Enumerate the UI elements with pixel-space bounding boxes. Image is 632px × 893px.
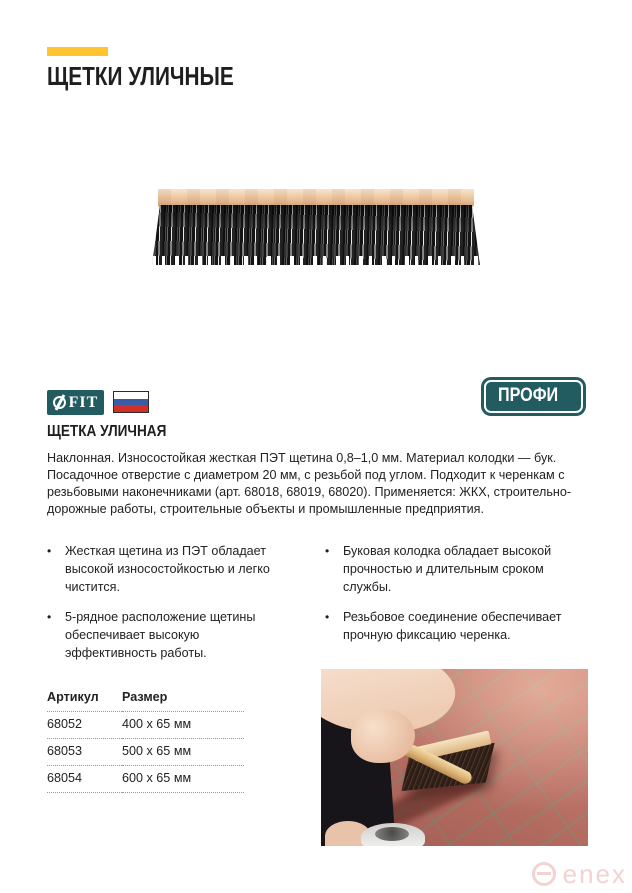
profi-badge-label: ПРОФИ [498,385,559,406]
fit-logo-icon [52,395,67,410]
product-image [152,189,480,265]
size-cell: 400 x 65 мм [122,712,244,739]
spec-table-header-article: Артикул [47,688,122,712]
accent-bar [47,47,108,56]
feature-text: Буковая колодка обладает высокой прочностью и длительным сроком службы. [343,544,552,594]
product-description: Наклонная. Износостойкая жесткая ПЭТ щетина 0,8–1,0 мм. Материал колодки — бук. Посадочное отверстие с диаметром 20 мм, с резьбой под углом. Подходит к черенкам с резьбовыми наконечниками (арт. 68018, 68019, 68020). Применяется: ЖКХ, строительно-дорожные работы, строительные объекты и промышленные предприятия. [47,451,572,516]
brush-bristles [152,205,480,265]
product-name [47,423,187,441]
bullet-icon: • [47,544,52,558]
product-name-text: ЩЕТКА УЛИЧНАЯ [47,423,167,440]
photo-shoe [361,823,425,846]
spec-table [47,688,244,793]
page-title [47,62,280,90]
flag-stripe-red [114,405,148,412]
feature-item [47,608,292,662]
features-list-right [325,542,585,662]
table-row [47,766,244,793]
fit-logo [47,390,104,415]
page-title-text: ЩЕТКИ УЛИЧНЫЕ [47,61,234,91]
bullet-icon: • [325,544,330,558]
enex-watermark-text: enex [562,859,627,889]
feature-text: 5-рядное расположение щетины обеспечивает высокую эффективность работы. [65,610,256,660]
profi-badge [481,377,586,416]
size-cell: 500 x 65 мм [122,739,244,766]
feature-item [325,608,585,644]
bullet-icon: • [325,610,330,624]
table-row [47,739,244,766]
usage-photo [321,669,588,846]
russia-flag-icon [113,391,149,413]
article-cell: 68054 [47,766,122,793]
enex-logo-icon [532,862,556,886]
brush-wood-block [158,189,474,206]
spec-table-header-row [47,688,244,712]
feature-item [325,542,585,596]
enex-watermark [532,861,627,887]
feature-text: Жесткая щетина из ПЭТ обладает высокой износостойкостью и легко чистится. [65,544,270,594]
article-cell: 68052 [47,712,122,739]
flag-stripe-blue [114,399,148,406]
article-cell: 68053 [47,739,122,766]
table-row [47,712,244,739]
features-section [47,542,585,662]
bullet-icon: • [47,610,52,624]
size-cell: 600 x 65 мм [122,766,244,793]
fit-logo-text: FIT [68,393,99,411]
feature-text: Резьбовое соединение обеспечивает прочную фиксацию черенка. [343,610,562,642]
feature-item [47,542,292,596]
spec-table-header-size: Размер [122,688,244,712]
flag-stripe-white [114,392,148,399]
features-list-left [47,542,325,662]
